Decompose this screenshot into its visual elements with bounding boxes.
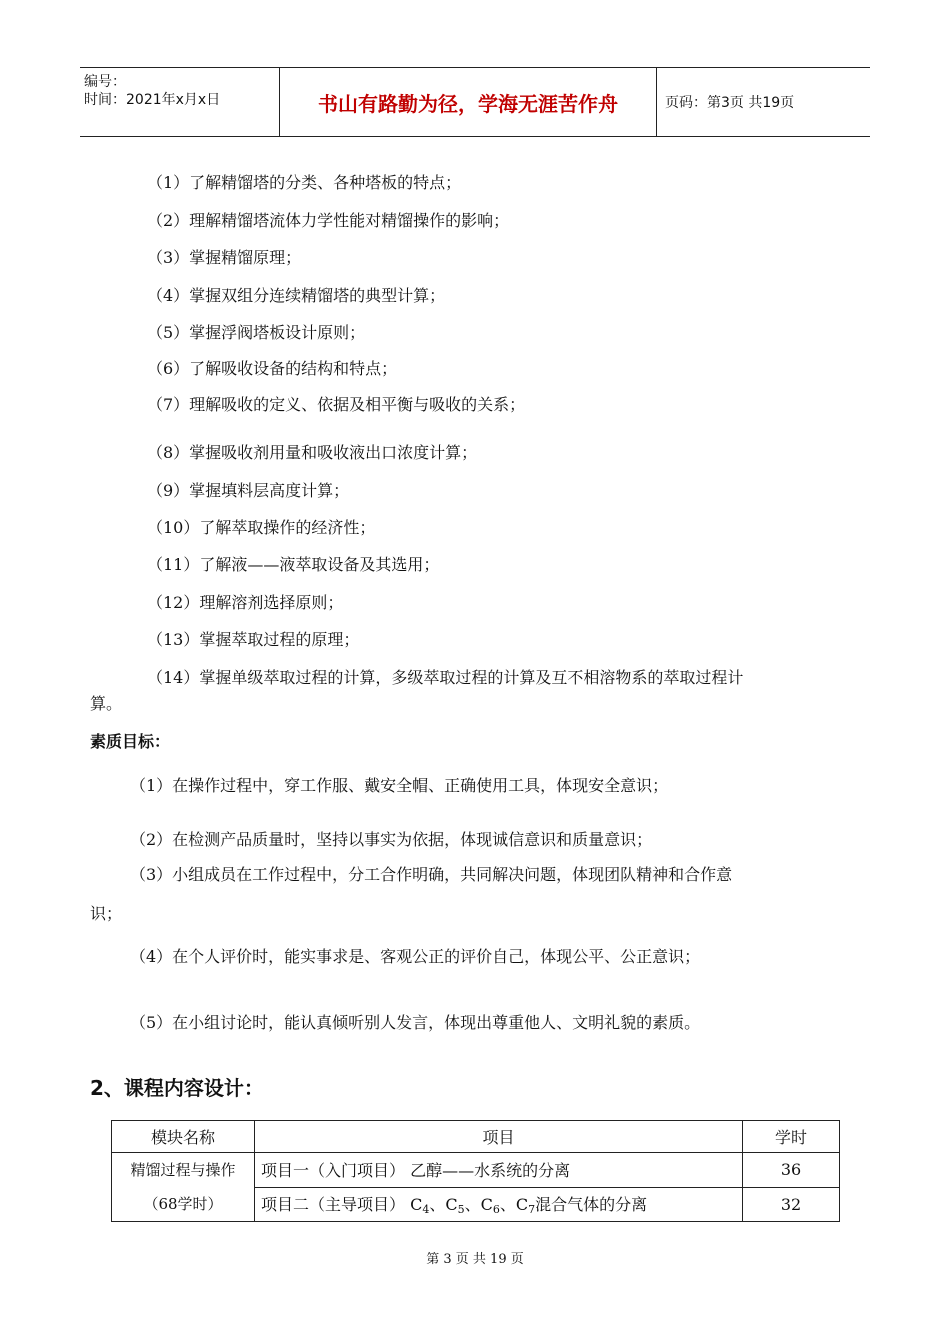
hours-cell: 32 (743, 1187, 840, 1222)
module-name: 精馏过程与操作 (130, 1161, 236, 1179)
list-item: （10）了解萃取操作的经济性； (147, 518, 376, 537)
section-title: 2、课程内容设计： (90, 1076, 264, 1100)
header-meta (80, 68, 280, 136)
list-item: （2）在检测产品质量时，坚持以事实为依据，体现诚信意识和质量意识； (130, 830, 653, 849)
list-item-continuation: 算。 (90, 694, 123, 713)
number-label: 编号： (84, 74, 126, 90)
list-item: （5）在小组讨论时，能认真倾听别人发言，体现出尊重他人、文明礼貌的素质。 (130, 1013, 701, 1032)
list-item: （5）掌握浮阀塔板设计原则； (147, 323, 366, 342)
table-header: 项目 (255, 1121, 743, 1153)
compound: $C_6$ (480, 1195, 500, 1217)
table-header: 模块名称 (112, 1121, 255, 1153)
table-header: 学时 (743, 1121, 840, 1153)
page-header (80, 67, 870, 137)
list-item: （7）理解吸收的定义、依据及相平衡与吸收的关系； (147, 395, 526, 414)
hours-cell: 36 (743, 1153, 840, 1188)
list-item: （4）掌握双组分连续精馏塔的典型计算； (147, 286, 446, 305)
list-item: （4）在个人评价时，能实事求是、客观公正的评价自己，体现公平、公正意识； (130, 947, 701, 966)
table-row (112, 1153, 840, 1188)
module-hours: （68学时） (143, 1195, 223, 1213)
list-item-continuation: 识； (90, 904, 123, 923)
list-item: （1）了解精馏塔的分类、各种塔板的特点； (147, 173, 462, 192)
course-table (111, 1120, 840, 1222)
list-item: （11）了解液——液萃取设备及其选用； (147, 555, 440, 574)
project-cell: 项目二（主导项目） $C_4$、$C_5$、$C_6$、$C_7$混合气体的分离 (255, 1187, 743, 1222)
compound: $C_5$ (445, 1195, 465, 1217)
list-item: （9）掌握填料层高度计算； (147, 481, 350, 500)
list-item: （3）小组成员在工作过程中，分工合作明确，共同解决问题，体现团队精神和合作意 (130, 865, 733, 884)
project-suffix: 混合气体的分离 (535, 1195, 648, 1215)
table-header-row (112, 1121, 840, 1153)
quality-heading: 素质目标： (90, 732, 171, 751)
page-footer: 第 3 页 共 19 页 (426, 1252, 524, 1267)
project-cell: 项目一（入门项目） 乙醇——水系统的分离 (255, 1153, 743, 1188)
time-label: 时间：2021年x月x日 (84, 92, 221, 108)
compound: $C_7$ (515, 1195, 536, 1217)
project-prefix: 项目二（主导项目） (261, 1195, 411, 1215)
list-item: （12）理解溶剂选择原则； (147, 593, 344, 612)
header-page-info: 页码：第3页 共19页 (665, 95, 795, 111)
module-cell (112, 1153, 255, 1222)
list-item: （1）在操作过程中，穿工作服、戴安全帽、正确使用工具，体现安全意识； (130, 776, 669, 795)
list-item: （2）理解精馏塔流体力学性能对精馏操作的影响； (147, 211, 510, 230)
list-item: （8）掌握吸收剂用量和吸收液出口浓度计算； (147, 443, 478, 462)
list-item: （13）掌握萃取过程的原理； (147, 630, 360, 649)
list-item: （3）掌握精馏原理； (147, 248, 302, 267)
compound: $C_4$ (410, 1195, 430, 1217)
list-item: （14）掌握单级萃取过程的计算，多级萃取过程的计算及互不相溶物系的萃取过程计 (147, 668, 744, 687)
list-item: （6）了解吸收设备的结构和特点； (147, 359, 398, 378)
header-motto: 书山有路勤为径，学海无涯苦作舟 (280, 68, 657, 136)
